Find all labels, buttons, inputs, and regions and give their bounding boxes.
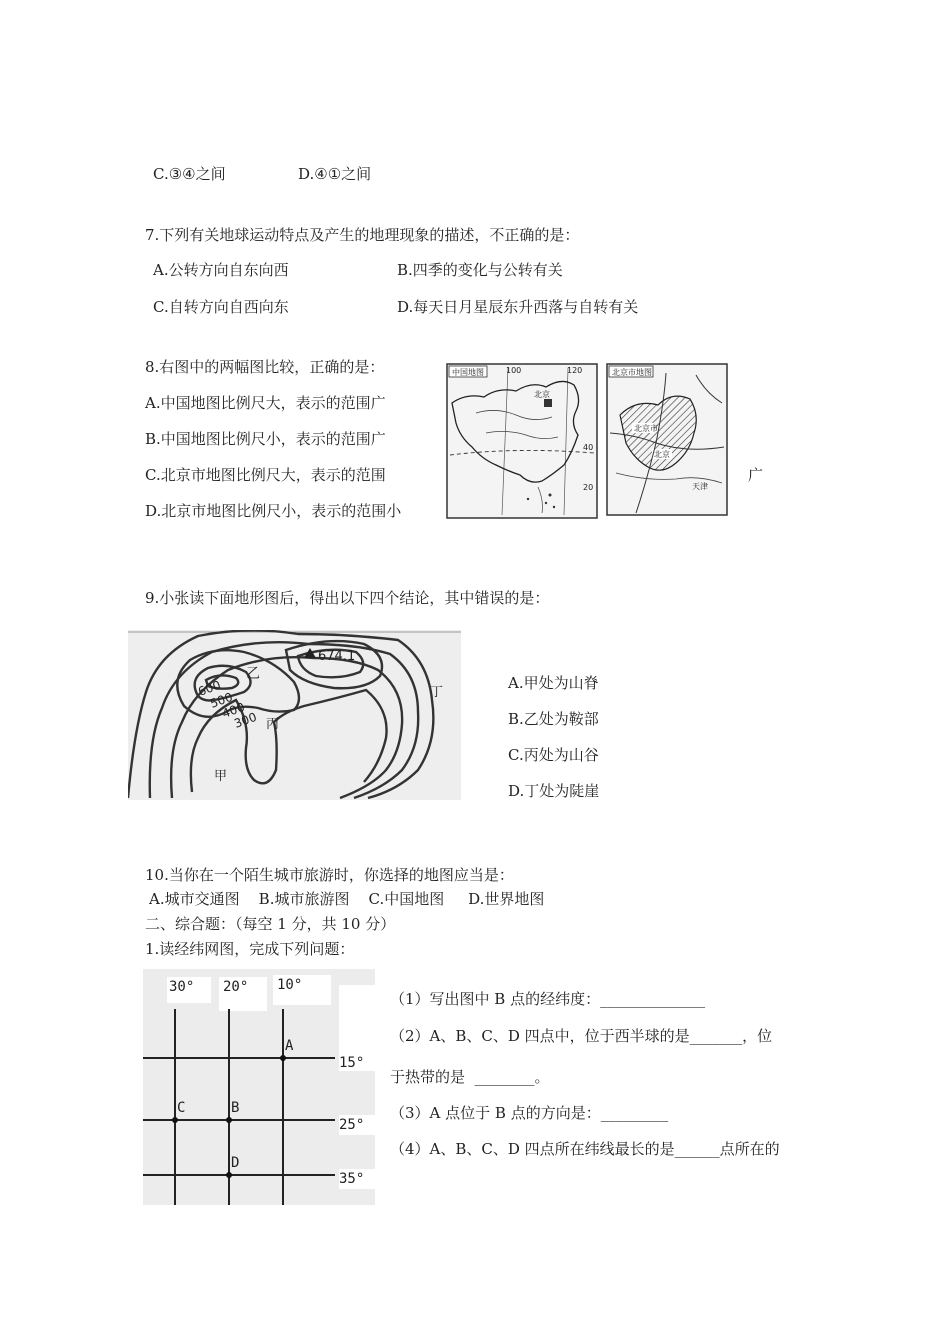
s2q1-sub1: （1）写出图中 B 点的经纬度：______________ [390,990,706,1008]
section2-title: 二、综合题：（每空 1 分，共 10 分） [145,915,396,933]
s2q1-sub3: （3）A 点位于 B 点的方向是：_________ [390,1104,669,1122]
q9-option-c: C.丙处为山谷 [508,746,599,764]
contour-label-600: 600 [196,677,223,699]
grid-lon-10: 10° [277,977,303,993]
china-map-city-beijing: 北京 [534,390,550,399]
s2q1-sub4: （4）A、B、C、D 四点所在纬线最长的是______点所在的 [390,1140,780,1158]
grid-lat-35: 35° [339,1171,365,1187]
q10-options: A.城市交通图 B.城市旅游图 C.中国地图 D.世界地图 [149,890,545,908]
grid-lon-20: 20° [223,979,249,995]
grid-point-a: A [285,1038,294,1054]
q8-option-d: D.北京市地图比例尺小，表示的范围小 [145,502,402,520]
q8-option-b: B.中国地图比例尺小，表示的范围广 [145,430,386,448]
contour-peak-label: 674.1 [318,649,356,664]
q7-option-c: C.自转方向自西向东 [153,298,289,316]
china-map-title: 中国地图 [452,368,484,377]
contour-label-400: 400 [220,699,247,721]
q8-option-a: A.中国地图比例尺大，表示的范围广 [145,394,386,412]
beijing-map-title: 北京市地图 [612,368,652,377]
contour-label-ding: 丁 [430,685,444,700]
s2q1-sub2a: （2）A、B、C、D 四点中，位于西半球的是_______，位 [390,1027,773,1045]
beijing-map-city-3: 天津 [692,482,708,491]
q8-option-c: C.北京市地图比例尺大，表示的范围 [145,466,386,484]
grid-lat-15: 15° [339,1055,365,1071]
q6-option-d: D.④①之间 [298,165,372,183]
china-map-tick-120: 120 [567,366,583,375]
grid-lat-25: 25° [339,1117,365,1133]
contour-label-500: 500 [208,689,235,711]
contour-map-figure [128,630,461,800]
grid-point-b: B [231,1100,240,1116]
contour-label-300: 300 [232,709,259,731]
grid-point-c: C [177,1100,186,1116]
q10-stem: 10.当你在一个陌生城市旅游时，你选择的地图应当是： [145,866,514,884]
q7-option-b: B.四季的变化与公转有关 [397,261,563,279]
q7-option-d: D.每天日月星辰东升西落与自转有关 [397,298,639,316]
q9-stem: 9.小张读下面地形图后，得出以下四个结论，其中错误的是： [145,589,550,607]
s2q1-sub2b: 于热带的是 ________。 [390,1068,550,1086]
contour-label-yi: 乙 [246,666,260,682]
q9-option-b: B.乙处为鞍部 [508,710,599,728]
q7-option-a: A.公转方向自东向西 [153,261,289,279]
grid-lon-30: 30° [169,979,195,995]
q9-option-d: D.丁处为陡崖 [508,782,600,800]
q6-option-c: C.③④之间 [153,165,226,183]
s2q1-stem: 1.读经纬网图，完成下列问题： [145,940,355,958]
china-map-tick-20: 20 [583,483,594,492]
q9-option-a: A.甲处为山脊 [508,674,599,692]
contour-label-jia: 甲 [214,769,228,784]
beijing-map-city-2: 北京 [654,450,670,459]
q8-stem: 8.右图中的两幅图比较，正确的是： [145,358,385,376]
china-map-tick-40: 40 [583,443,594,452]
beijing-map-city-1: 北京市 [634,424,658,433]
china-map-tick-100: 100 [506,366,522,375]
contour-label-bing: 丙 [266,717,280,732]
q8-option-c-tail: 广 [748,466,764,484]
lat-long-grid-figure [143,969,375,1205]
grid-point-d: D [231,1155,240,1171]
q7-stem: 7.下列有关地球运动特点及产生的地理现象的描述，不正确的是： [145,226,580,244]
china-map-figure [446,363,598,519]
beijing-map-figure [606,363,728,516]
